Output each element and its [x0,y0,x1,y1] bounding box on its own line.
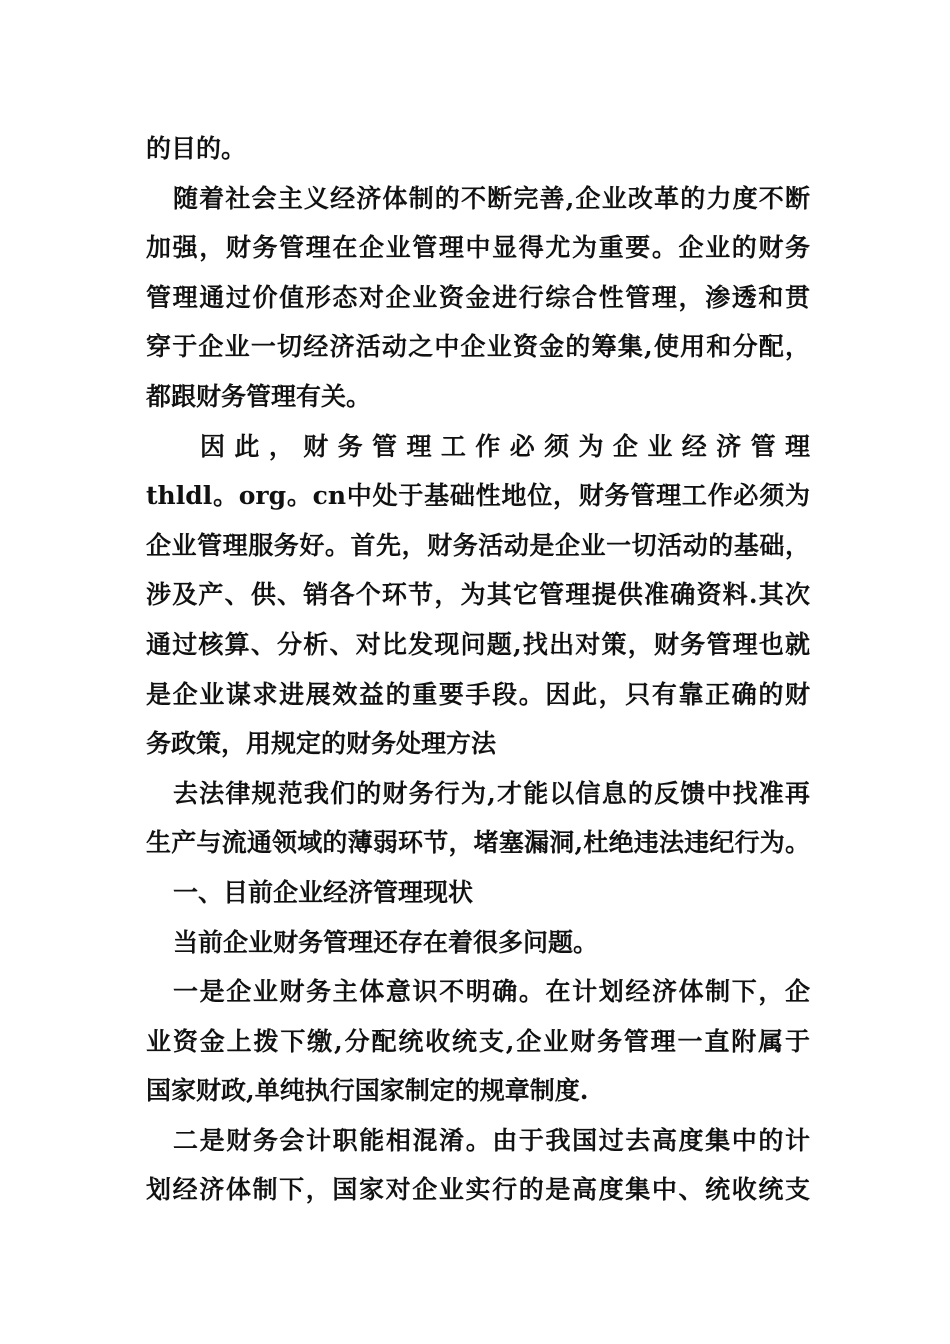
text-line-3: 加强，财务管理在企业管理中显得尤为重要。企业的财务 [146,233,810,263]
section-heading: 一、目前企业经济管理现状 [173,877,474,907]
text-line-2: 随着社会主义经济体制的不断完善,企业改革的力度不断 [173,183,810,213]
text-line-8: thldl。org。cn中处于基础性地位，财务管理工作必须为 [146,481,810,511]
text-line-11: 通过核算、分析、对比发现问题,找出对策，财务管理也就 [146,629,810,659]
text-line-17: 当前企业财务管理还存在着很多问题。 [173,927,599,957]
text-line-12: 是企业谋求进展效益的重要手段。因此，只有靠正确的财 [146,679,810,709]
text-line-13: 务政策，用规定的财务处理方法 [146,729,497,759]
text-line-19: 业资金上拨下缴,分配统收统支,企业财务管理一直附属于 [146,1026,810,1056]
text-line-20: 国家财政,单纯执行国家制定的规章制度. [146,1076,589,1106]
text-line-10: 涉及产、供、销各个环节，为其它管理提供准确资料.其次 [146,580,810,610]
text-line-21: 二是财务会计职能相混淆。由于我国过去高度集中的计 [173,1125,810,1155]
text-line-14: 去法律规范我们的财务行为,才能以信息的反馈中找准再 [173,778,810,808]
text-line-9: 企业管理服务好。首先，财务活动是企业一切活动的基础， [146,530,810,560]
text-line-18: 一是企业财务主体意识不明确。在计划经济体制下，企 [173,977,810,1007]
text-line-6: 都跟财务管理有关。 [146,381,372,411]
text-line-1: 的目的。 [146,134,247,163]
text-line-5: 穿于企业一切经济活动之中企业资金的筹集,使用和分配， [146,332,810,362]
text-line-15: 生产与流通领域的薄弱环节，堵塞漏洞,杜绝违法违纪行为。 [146,828,810,858]
text-line-7: 因 此 ， 财 务 管 理 工 作 必 须 为 企 业 经 济 管 理 [200,431,810,461]
text-line-22: 划经济体制下，国家对企业实行的是高度集中、统收统支 [146,1175,810,1205]
text-line-4: 管理通过价值形态对企业资金进行综合性管理，渗透和贯 [146,282,810,312]
document-body [146,124,810,1215]
